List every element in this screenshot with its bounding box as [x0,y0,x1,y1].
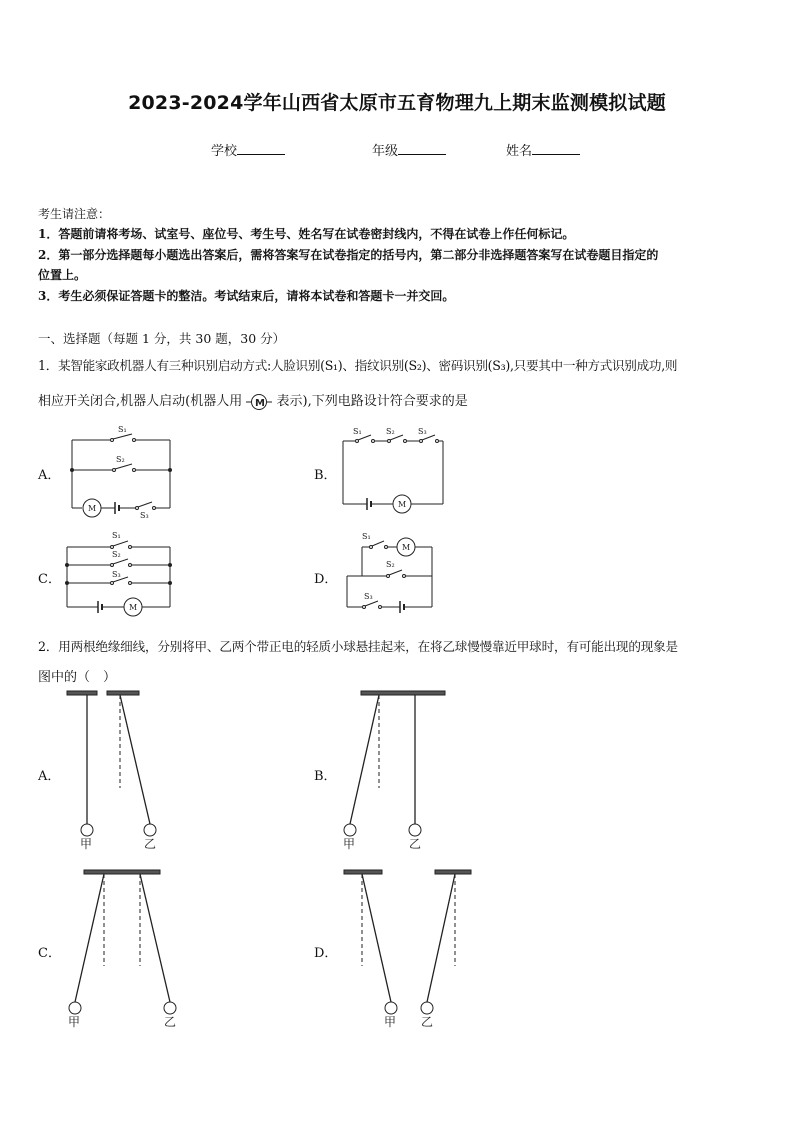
pendulum-a-ball-yi: 乙 [144,837,157,851]
pendulum-b-ball-yi: 乙 [409,837,422,851]
q2-option-b[interactable]: B． [314,769,337,784]
pendulum-c-diagram [60,866,190,1036]
notice-item-2: 2．第一部分选择题每小题选出答案后，需将答案写在试卷指定的括号内，第二部分非选择题答案写在试卷题目指定的 [38,248,659,262]
pendulum-c-ball-jia: 甲 [68,1015,81,1029]
q1-line1: 1．某智能家政机器人有三种识别启动方式:人脸识别(S₁)、指纹识别(S₂)、密码识别(S₃),只要其中一种方式识别成功,则 [38,358,678,373]
notice-item-3: 3．考生必须保证答题卡的整洁。考试结束后，请将本试卷和答题卡一并交回。 [38,289,455,303]
circuit-b-s2-label: S₂ [386,427,395,436]
circuit-d-motor-label: M [402,543,411,552]
circuit-d-s3-label: S₃ [364,592,373,601]
grade-blank[interactable] [398,142,446,155]
circuit-c-motor-label: M [129,603,138,612]
notice-item-1: 1．答题前请将考场、试室号、座位号、考生号、姓名写在试卷密封线内，不得在试卷上作任何标记。 [38,227,575,241]
q2-line1: 2．用两根绝缘细线，分别将甲、乙两个带正电的轻质小球悬挂起来，在将乙球慢慢靠近甲球时，有可能出现的现象是 [38,639,678,654]
school-field[interactable] [211,140,285,159]
pendulum-b-ball-jia: 甲 [343,837,356,851]
circuit-b-motor-label: M [398,500,407,509]
q1-line2b: 表示),下列电路设计符合要求的是 [276,394,468,409]
notice-item-2-cont: 位置上。 [38,268,87,282]
circuit-b-s1-label: S₁ [353,427,362,436]
section-heading: 一、选择题（每题 1 分，共 30 题，30 分） [38,331,286,346]
q1-option-c[interactable]: C． [38,572,61,587]
pendulum-d-ball-yi: 乙 [421,1015,434,1029]
name-field[interactable] [506,140,580,159]
school-blank[interactable] [237,142,285,155]
school-label: 学校 [211,144,238,159]
name-label: 姓名 [506,144,533,159]
pendulum-c-ball-yi: 乙 [164,1015,177,1029]
q1-option-b[interactable]: B． [314,468,337,483]
circuit-c-diagram [60,527,180,622]
page-title: 2023-2024学年山西省太原市五育物理九上期末监测模拟试题 [128,92,666,114]
circuit-c-s1-label: S₁ [112,531,121,540]
circuit-b-s3-label: S₃ [418,427,427,436]
notice-heading: 考生请注意： [38,207,111,221]
pendulum-d-diagram [335,866,475,1036]
q1-line2 [38,390,468,411]
circuit-d-s2-label: S₂ [386,560,395,569]
circuit-a-s2-label: S₂ [116,455,125,464]
circuit-a-motor-label: M [88,504,97,513]
q2-option-d[interactable]: D． [314,946,338,961]
q1-option-a[interactable]: A． [38,468,61,483]
circuit-c-s2-label: S₂ [112,550,121,559]
motor-symbol-icon [246,393,272,411]
q1-line2a: 相应开关闭合,机器人启动(机器人用 [38,394,243,409]
pendulum-a-diagram [60,688,180,858]
circuit-a-s1-label: S₁ [118,425,127,434]
grade-label: 年级 [372,144,399,159]
circuit-b-diagram [335,424,455,519]
circuit-c-s3-label: S₃ [112,570,121,579]
q1-option-d[interactable]: D． [314,572,338,587]
grade-field[interactable] [372,140,446,159]
name-blank[interactable] [532,142,580,155]
q2-line2: 图中的（ ） [38,670,117,685]
q2-option-a[interactable]: A． [38,769,61,784]
circuit-a-diagram [60,420,180,520]
circuit-d-s1-label: S₁ [362,532,371,541]
pendulum-a-ball-jia: 甲 [80,837,93,851]
pendulum-b-diagram [335,688,455,858]
motor-symbol-letter: M [255,397,266,409]
circuit-d-diagram [340,527,440,617]
pendulum-d-ball-jia: 甲 [384,1015,397,1029]
q2-option-c[interactable]: C． [38,946,61,961]
circuit-a-s3-label: S₃ [140,511,149,520]
